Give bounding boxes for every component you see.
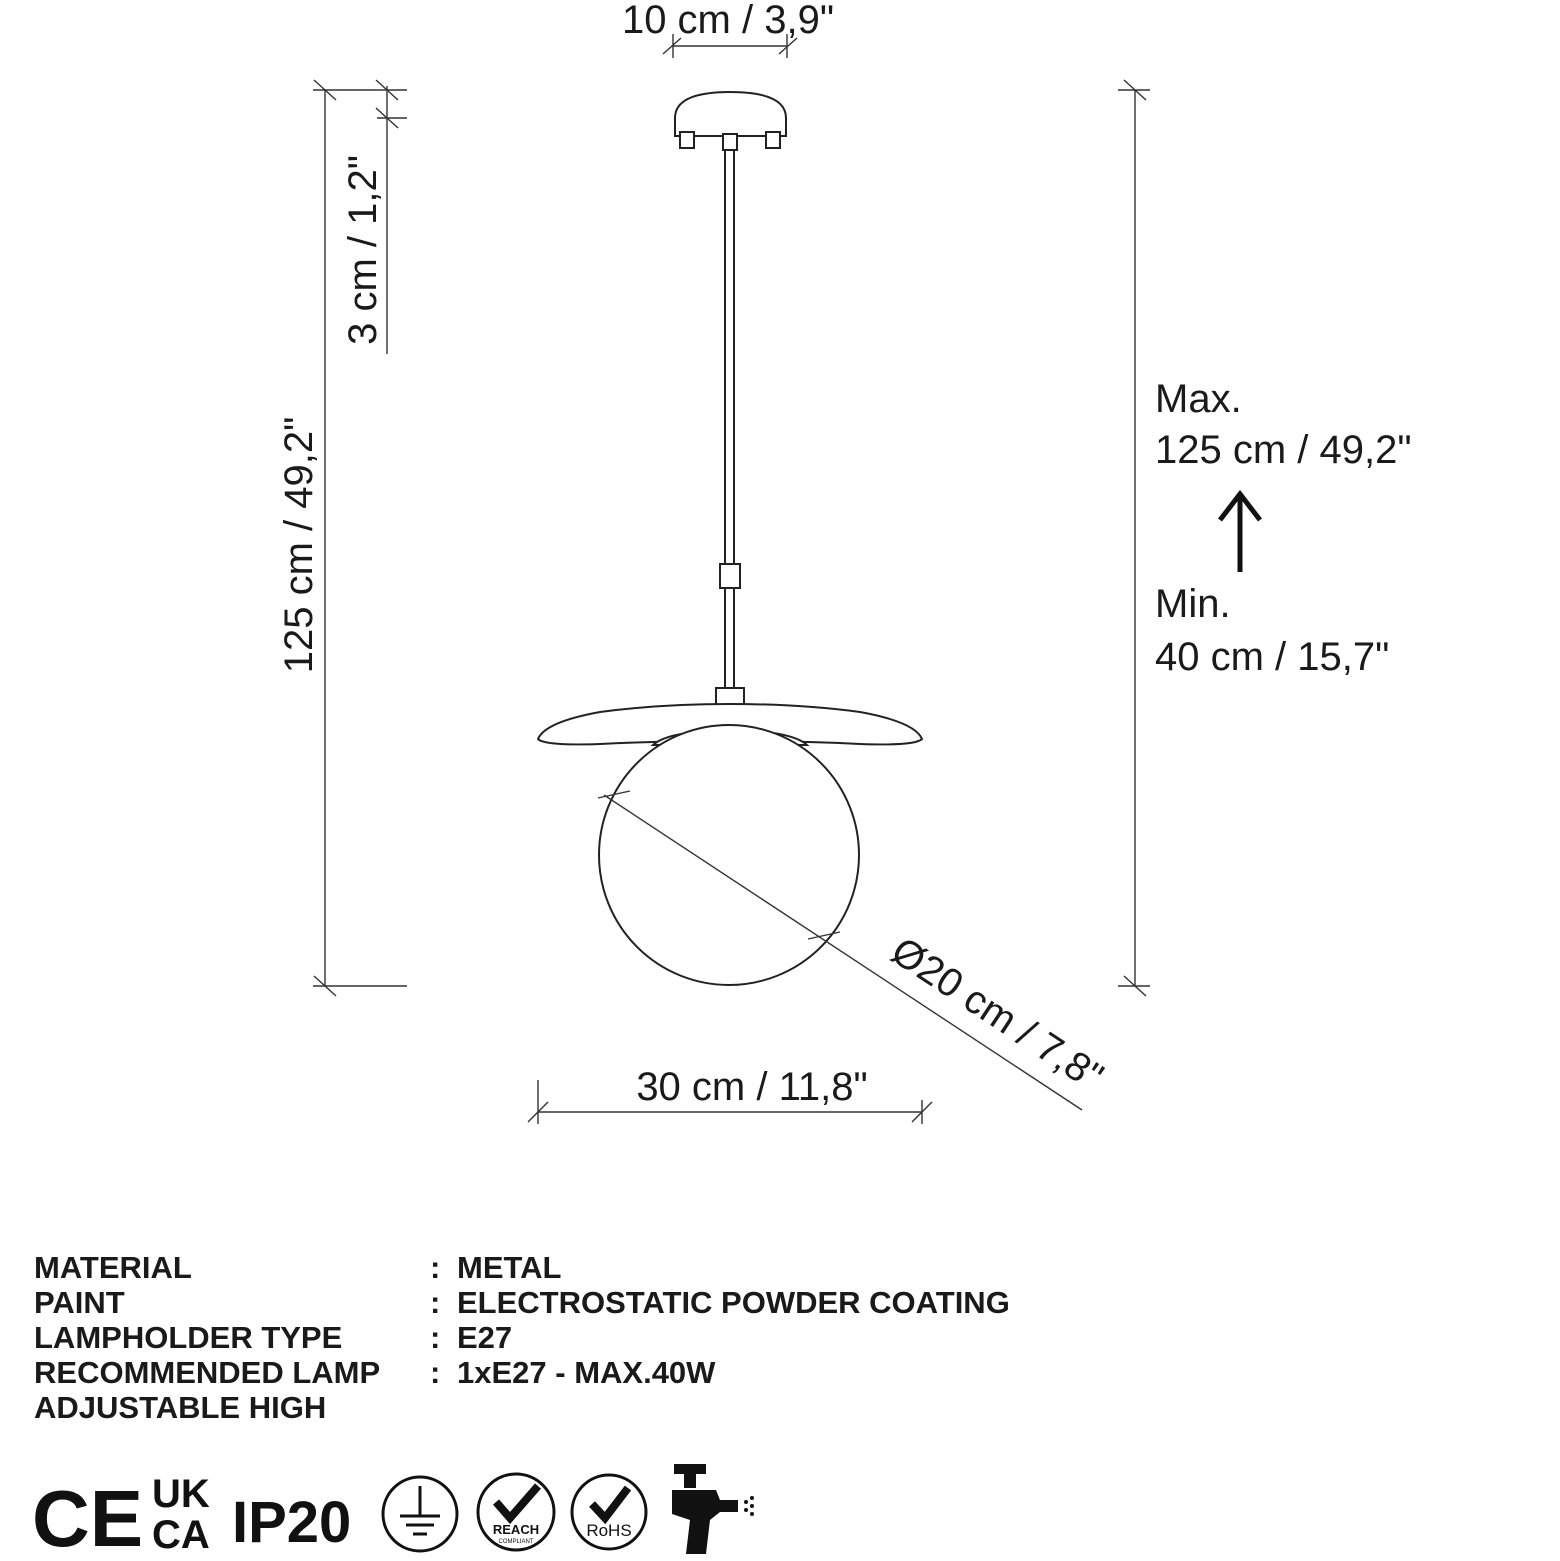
spec-value: 1xE27 - MAX.40W	[457, 1355, 716, 1390]
spec-separator: :	[430, 1285, 441, 1320]
max-value: 125 cm / 49,2"	[1155, 428, 1412, 472]
spec-separator: :	[430, 1250, 441, 1285]
earth-ground-icon	[383, 1477, 457, 1551]
canopy-width-label: 10 cm / 3,9"	[621, 0, 835, 42]
reach-sub-text: COMPLIANT	[498, 1539, 534, 1545]
canopy-screw-left	[680, 132, 694, 148]
spec-label: ADJUSTABLE HIGH	[34, 1390, 327, 1425]
glass-globe	[599, 725, 859, 985]
reach-check-icon	[478, 1474, 554, 1550]
spec-value: ELECTROSTATIC POWDER COATING	[457, 1285, 1010, 1320]
spec-label: RECOMMENDED LAMP	[34, 1355, 381, 1390]
shade-width-dimension	[528, 1065, 932, 1124]
ce-mark-icon	[32, 1474, 143, 1558]
total-height-label: 125 cm / 49,2"	[277, 416, 321, 674]
min-label: Min.	[1155, 582, 1231, 626]
spec-separator: :	[430, 1320, 441, 1355]
spec-separator: :	[430, 1355, 441, 1390]
rohs-check-icon	[572, 1475, 646, 1549]
canopy-height-label: 3 cm / 1,2"	[341, 155, 385, 345]
spec-label: PAINT	[34, 1285, 125, 1320]
spec-label: MATERIAL	[34, 1250, 192, 1285]
canopy-screw-center	[723, 134, 737, 150]
suspension-rod-lower	[725, 588, 734, 688]
spec-label: LAMPHOLDER TYPE	[34, 1320, 343, 1355]
rod-coupling	[720, 564, 740, 588]
spray-gun-icon	[672, 1464, 754, 1554]
rohs-text: RoHS	[586, 1521, 632, 1540]
spec-value: E27	[457, 1320, 513, 1355]
reach-text: REACH	[492, 1522, 540, 1537]
shade-width-label: 30 cm / 11,8"	[636, 1065, 868, 1109]
spec-row-paint	[34, 1285, 1010, 1320]
canopy-width-dimension	[622, 0, 834, 58]
up-arrow-icon	[1220, 494, 1260, 572]
globe-diameter-label: Ø20 cm / 7,8"	[883, 928, 1111, 1100]
ukca-top-text: UK	[152, 1472, 210, 1516]
max-label: Max.	[1155, 377, 1242, 421]
spec-row-lampholder	[34, 1320, 1010, 1355]
ukca-bottom-text: CA	[152, 1513, 210, 1557]
pendant-lamp	[538, 92, 922, 985]
spec-value: METAL	[457, 1250, 562, 1285]
ce-mark-text: CE	[32, 1474, 144, 1558]
min-value: 40 cm / 15,7"	[1155, 635, 1390, 679]
height-range-labels	[1155, 377, 1412, 679]
spec-row-recommended-lamp	[34, 1355, 1010, 1390]
adjustable-height-line	[1118, 80, 1150, 996]
canopy-height-dimension	[341, 80, 407, 354]
ceiling-canopy	[675, 92, 786, 136]
canopy-screw-right	[766, 132, 780, 148]
spec-row-adjustable	[34, 1390, 1010, 1425]
spec-separator	[430, 1390, 457, 1425]
specifications-table	[34, 1250, 1010, 1425]
suspension-rod-upper	[725, 150, 734, 564]
spec-row-material	[34, 1250, 1010, 1285]
ip-rating-text: IP20	[232, 1490, 352, 1555]
ukca-mark-icon	[152, 1472, 210, 1557]
certification-badges	[30, 1462, 770, 1558]
